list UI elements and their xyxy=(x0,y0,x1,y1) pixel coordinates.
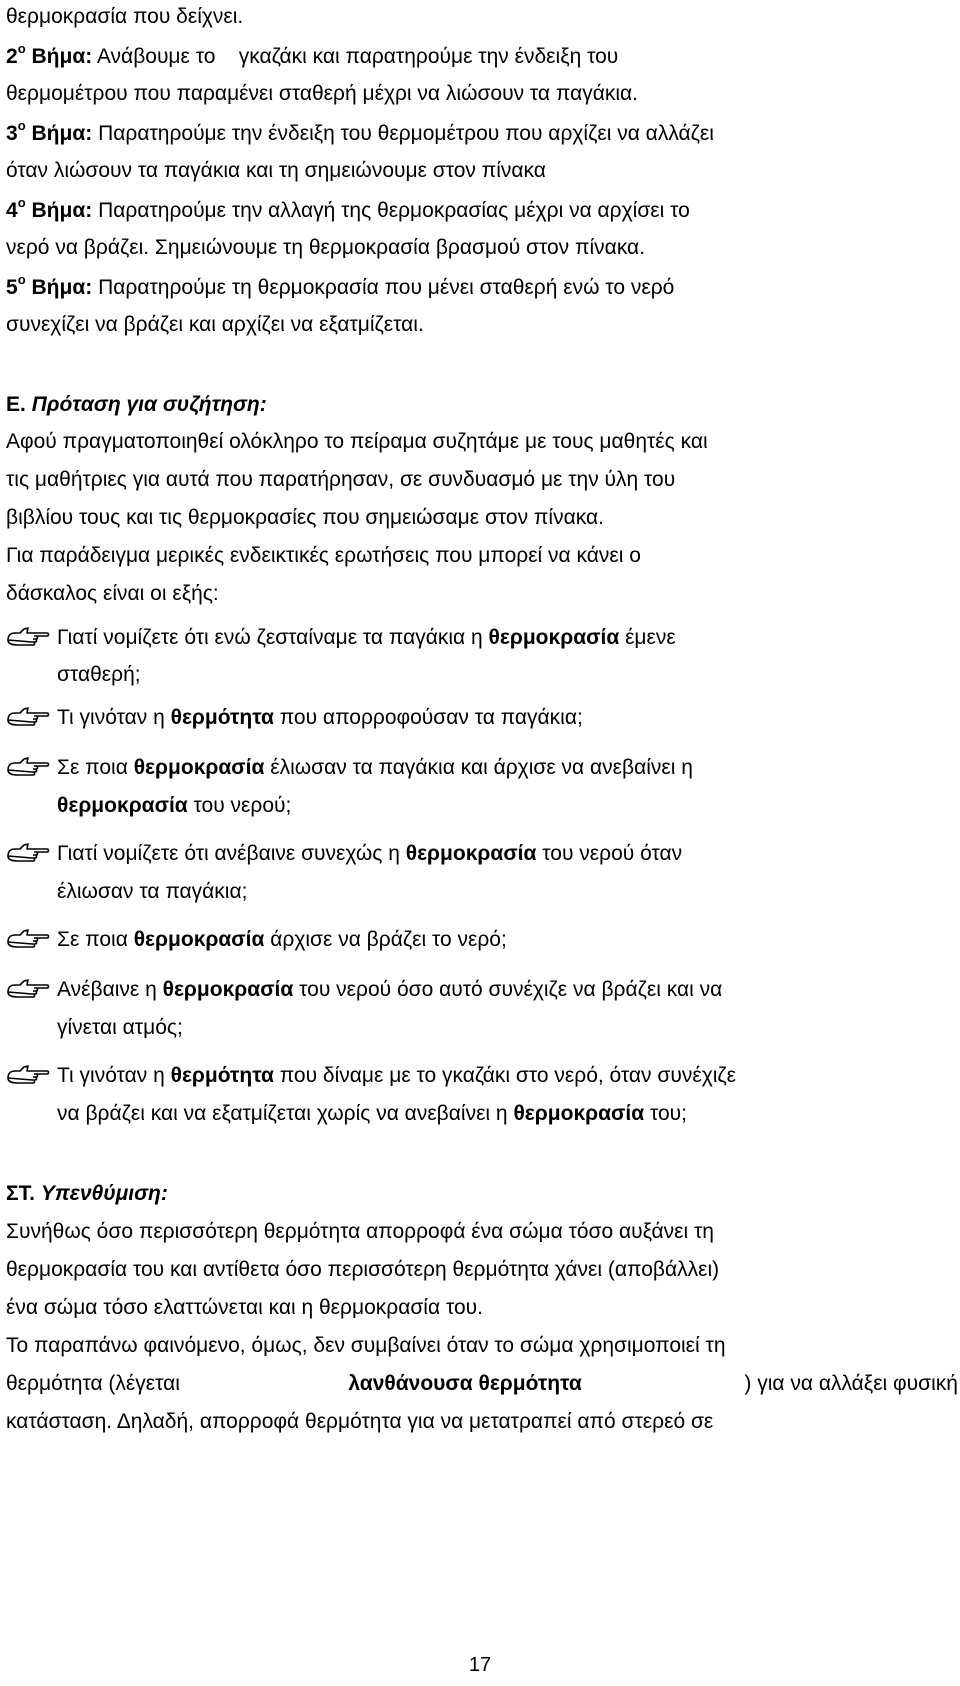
question-7-line-1: Τι γινόταν η θερμότητα που δίναμε με το γκαζάκι στο νερό, όταν συνέχιζε xyxy=(57,1064,737,1087)
question-4-line-1: Γιατί νομίζετε ότι ανέβαινε συνεχώς η θερμοκρασία του νερού όταν xyxy=(57,842,683,865)
pointing-hand-icon xyxy=(6,1064,50,1088)
section-e-para2-line1: Για παράδειγμα μερικές ενδεικτικές ερωτήσεις που μπορεί να κάνει ο xyxy=(6,544,641,567)
section-e-para1-line3: βιβλίου τους και τις θερμοκρασίες που σημειώσαμε στον πίνακα. xyxy=(6,506,604,529)
intro-line: θερμοκρασία που δείχνει. xyxy=(6,5,244,28)
step-3-line-1: $3^o$ Βήμα: Παρατηρούμε την ένδειξη του θερμομέτρου που αρχίζει να αλλάζει xyxy=(6,118,714,145)
question-1-line-1: Γιατί νομίζετε ότι ενώ ζεσταίναμε τα παγάκια η θερμοκρασία έμενε xyxy=(57,626,676,649)
step-4-line-2: νερό να βράζει. Σημειώνουμε τη θερμοκρασία βρασμού στον πίνακα. xyxy=(6,236,646,259)
step-5-line-1: $5^o$ Βήμα: Παρατηρούμε τη θερμοκρασία που μένει σταθερή ενώ το νερό xyxy=(6,272,675,299)
step-2-line-2: θερμομέτρου που παραμένει σταθερή μέχρι να λιώσουν τα παγάκια. xyxy=(6,82,639,105)
question-2-line-1: Τι γινόταν η θερμότητα που απορροφούσαν τα παγάκια; xyxy=(57,706,583,729)
step-3-line-2: όταν λιώσουν τα παγάκια και τη σημειώνουμε στον πίνακα xyxy=(6,159,546,182)
section-st-para1-line3: ένα σώμα τόσο ελαττώνεται και η θερμοκρασία του. xyxy=(6,1296,483,1319)
section-st-para2-line3: κατάσταση. Δηλαδή, απορροφά θερμότητα για να μετατραπεί από στερεό σε xyxy=(6,1410,714,1433)
pointing-hand-icon xyxy=(6,928,50,952)
section-e-heading: Ε. Πρόταση για συζήτηση: xyxy=(6,393,267,416)
pointing-hand-icon xyxy=(6,626,50,650)
question-7-line-2: να βράζει και να εξατμίζεται χωρίς να ανεβαίνει η θερμοκρασία του; xyxy=(57,1102,688,1125)
section-st-para1-line2: θερμοκρασία του και αντίθετα όσο περισσότερη θερμότητα χάνει (αποβάλλει) xyxy=(6,1258,720,1281)
page-number: 17 xyxy=(468,1654,492,1676)
question-1-line-2: σταθερή; xyxy=(57,663,141,686)
step-4-line-1: $4^o$ Βήμα: Παρατηρούμε την αλλαγή της θερμοκρασίας μέχρι να αρχίσει το xyxy=(6,195,690,222)
question-6-line-2: γίνεται ατμός; xyxy=(57,1016,183,1039)
step-5-line-2: συνεχίζει να βράζει και αρχίζει να εξατμίζεται. xyxy=(6,313,424,336)
section-e-para2-line2: δάσκαλος είναι οι εξής: xyxy=(6,582,219,605)
pointing-hand-icon xyxy=(6,706,50,730)
question-3-line-2: θερμοκρασία του νερού; xyxy=(57,794,292,817)
pointing-hand-icon xyxy=(6,842,50,866)
pointing-hand-icon xyxy=(6,756,50,780)
question-3-line-1: Σε ποια θερμοκρασία έλιωσαν τα παγάκια και άρχισε να ανεβαίνει η xyxy=(57,756,693,779)
question-5-line-1: Σε ποια θερμοκρασία άρχισε να βράζει το νερό; xyxy=(57,928,507,951)
question-6-line-1: Ανέβαινε η θερμοκρασία του νερού όσο αυτό συνέχιζε να βράζει και να xyxy=(57,978,723,1001)
pointing-hand-icon xyxy=(6,978,50,1002)
section-st-para1-line1: Συνήθως όσο περισσότερη θερμότητα απορροφά ένα σώμα τόσο αυξάνει τη xyxy=(6,1220,714,1243)
question-4-line-2: έλιωσαν τα παγάκια; xyxy=(57,880,248,903)
section-e-para1-line1: Αφού πραγματοποιηθεί ολόκληρο το πείραμα συζητάμε με τους μαθητές και xyxy=(6,430,708,453)
section-st-para2-line1: Το παραπάνω φαινόμενο, όμως, δεν συμβαίνει όταν το σώμα χρησιμοποιεί τη xyxy=(6,1334,726,1357)
section-st-para2-line2: θερμότητα (λέγεται λανθάνουσα θερμότητα ) για να αλλάξει φυσική xyxy=(6,1372,958,1395)
step-2-line-1: $2^o$ Βήμα: Ανάβουμε το γκαζάκι και παρατηρούμε την ένδειξη του xyxy=(6,41,619,68)
section-e-para1-line2: τις μαθήτριες για αυτά που παρατήρησαν, σε συνδυασμό με την ύλη του xyxy=(6,468,676,491)
section-st-heading: ΣΤ. Υπενθύμιση: xyxy=(6,1182,168,1205)
